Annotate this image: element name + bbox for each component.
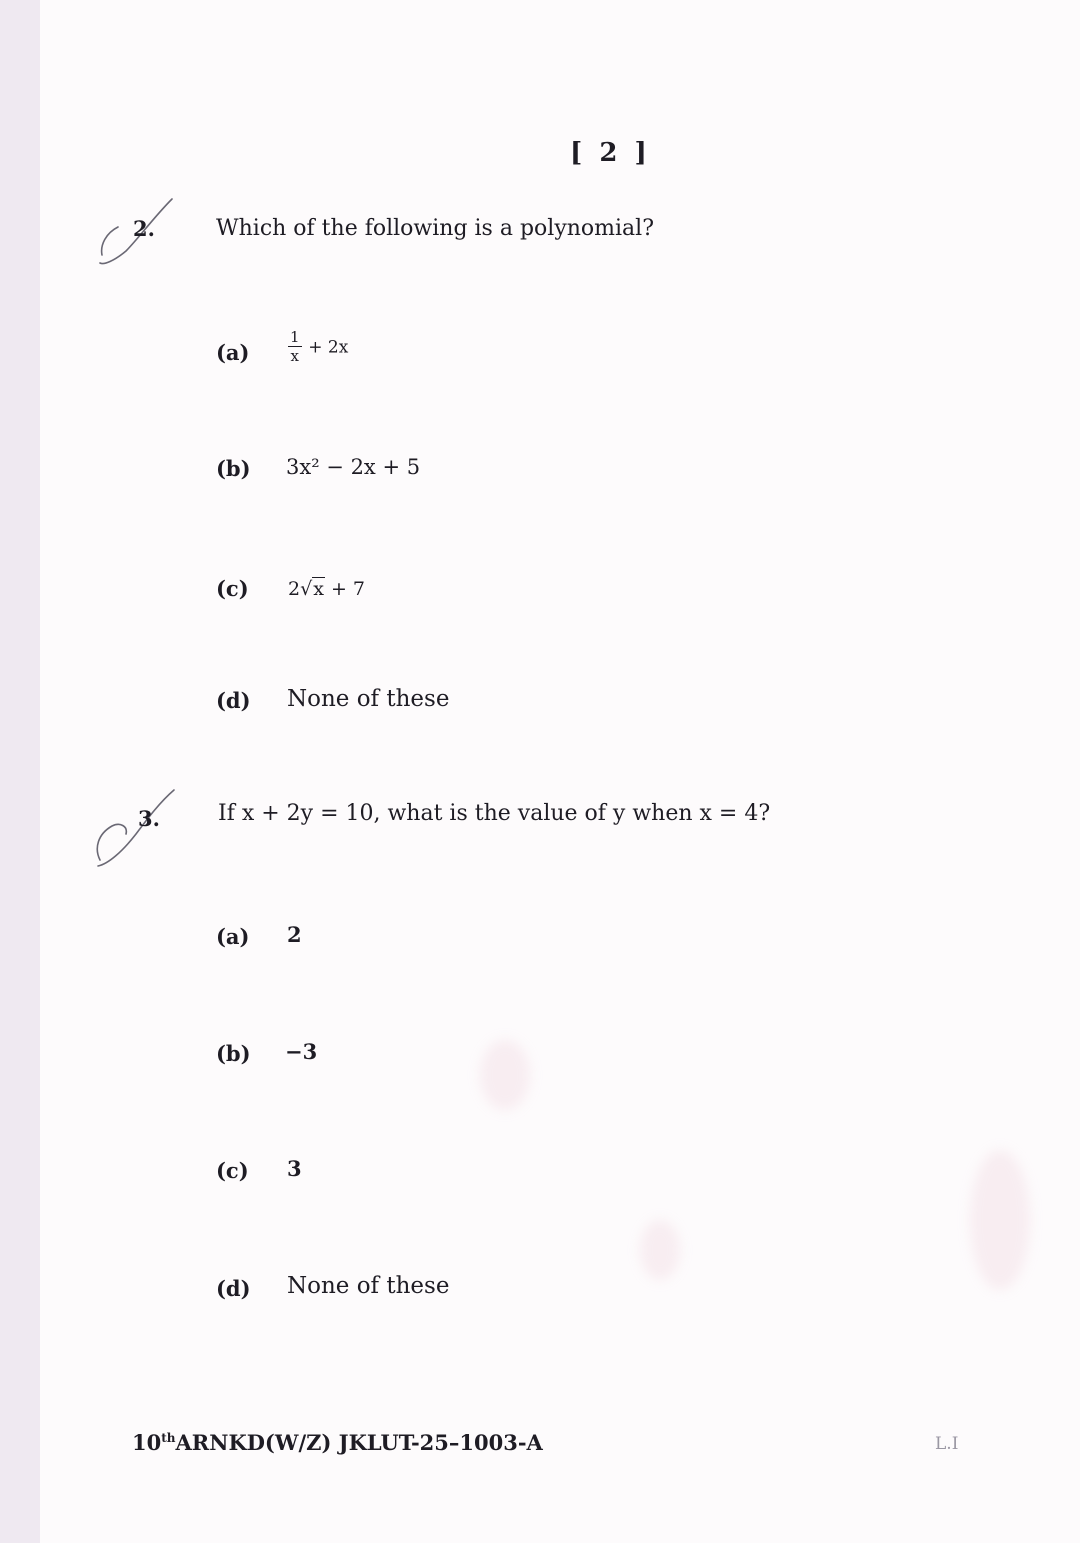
- paper-smudge: [970, 1150, 1030, 1290]
- option-label: (d): [216, 688, 251, 713]
- root-coefficient: 2: [288, 578, 301, 600]
- option-label: (a): [216, 924, 250, 949]
- option-label: (a): [216, 340, 250, 365]
- paper-code-prefix: 10: [132, 1430, 162, 1455]
- sqrt-icon: √: [300, 578, 313, 600]
- fraction-numerator: 1: [290, 328, 300, 346]
- paper-smudge: [640, 1220, 680, 1280]
- question-text: If x + 2y = 10, what is the value of y when x = 4?: [218, 801, 771, 826]
- question-number: 2.: [133, 216, 155, 241]
- fraction: [288, 330, 302, 364]
- pencil-tick-icon: [86, 782, 186, 872]
- option-value: 2: [287, 922, 302, 947]
- paper-smudge: [480, 1040, 530, 1110]
- option-value-rest: + 2x: [308, 337, 349, 358]
- page-number: [ 2 ]: [570, 138, 651, 168]
- root-radicand: x: [313, 578, 324, 600]
- paper-code: [132, 1430, 543, 1455]
- option-value: None of these: [287, 1273, 450, 1299]
- paper-code-sup: th: [161, 1431, 176, 1445]
- question-text: Which of the following is a polynomial?: [216, 216, 655, 241]
- option-label: (b): [216, 456, 251, 481]
- option-label: (d): [216, 1276, 251, 1301]
- question-number: 3.: [138, 806, 160, 831]
- option-value-fraction: [288, 330, 348, 364]
- option-value: −3: [285, 1039, 318, 1064]
- option-value: 3: [287, 1156, 302, 1181]
- page-margin-strip: [0, 0, 40, 1543]
- fraction-denominator: x: [290, 347, 299, 365]
- option-label: (b): [216, 1041, 251, 1066]
- option-label: (c): [216, 576, 249, 601]
- footer-mark: L.I: [935, 1434, 959, 1454]
- option-label: (c): [216, 1158, 249, 1183]
- option-value-root: [288, 578, 365, 600]
- paper-code-rest: ARNKD(W/Z) JKLUT-25–1003-A: [175, 1430, 543, 1455]
- option-value: None of these: [287, 686, 450, 712]
- option-value: 3x² − 2x + 5: [286, 455, 421, 479]
- option-value-rest: + 7: [330, 578, 366, 600]
